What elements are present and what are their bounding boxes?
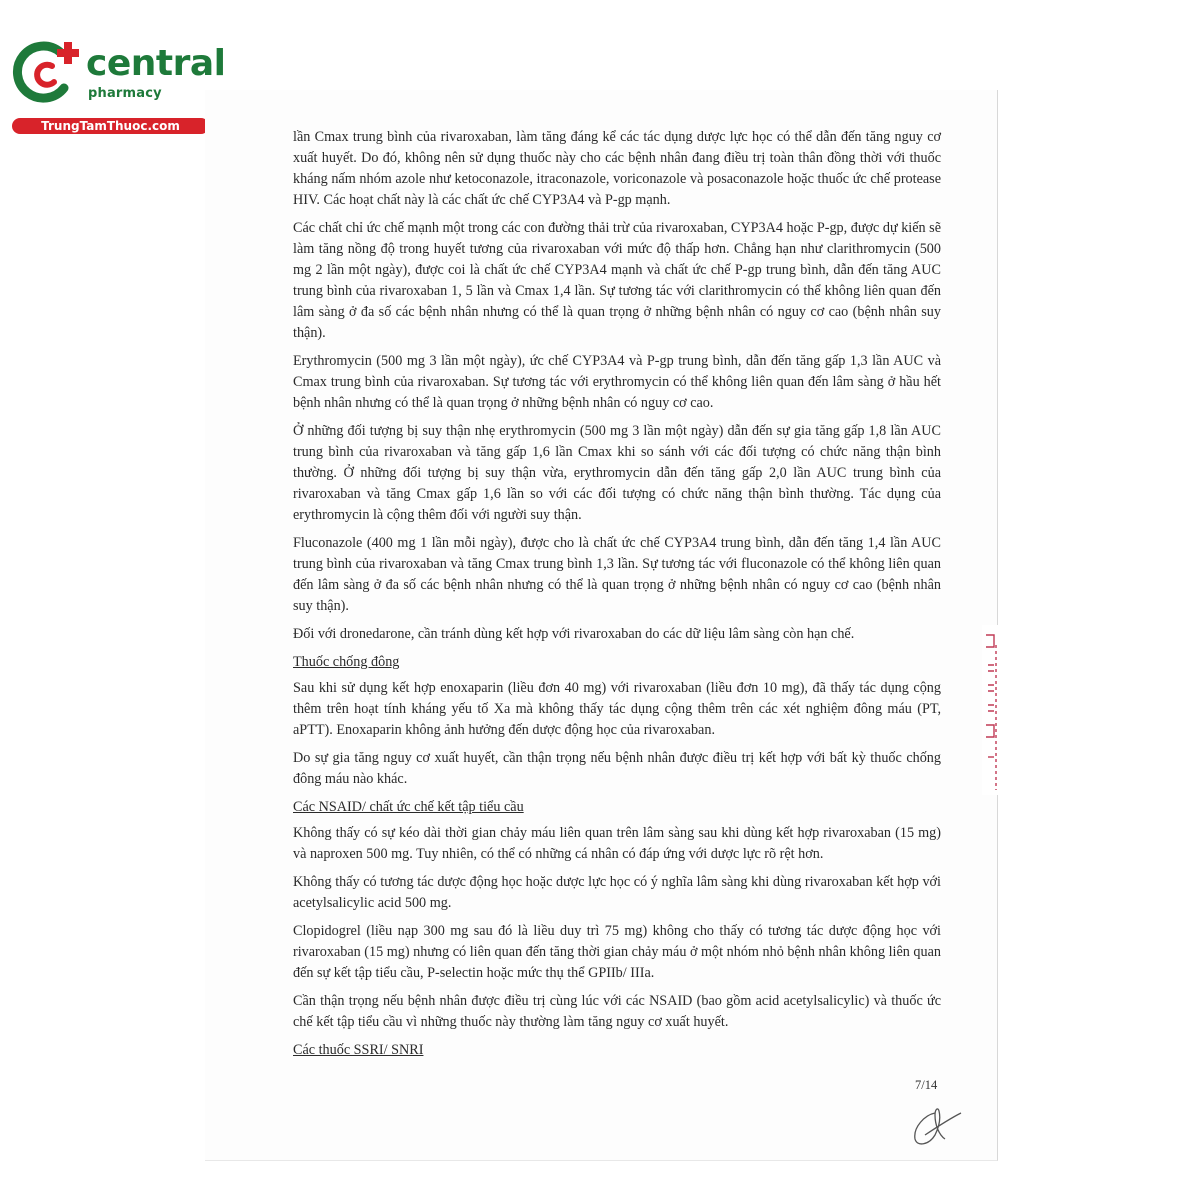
paragraph: Fluconazole (400 mg 1 lần mỗi ngày), được cho là chất ức chế CYP3A4 trung bình, dẫn đến tăng 1,4 lần AUC trung bình của rivaroxaban và tăng Cmax trung bình 1,3 lần. Sự tương tác với fluconazole có thể không liên quan đến lâm sàng ở đa số các bệnh nhân nhưng có thể là quan trọng ở những bệnh nhân có nguy cơ cao (bệnh nhân suy thận). [293,535,941,614]
section-heading-ssri: Các thuốc SSRI/ SNRI [293,1042,424,1058]
stamp-fragment-icon [982,625,998,795]
signature-mark-icon [905,1105,965,1150]
section-heading-anticoagulant: Thuốc chống đông [293,654,400,670]
paragraph: Sau khi sử dụng kết hợp enoxaparin (liều đơn 40 mg) với rivaroxaban (liều đơn 10 mg), đã thấy tác dụng cộng thêm trên hoạt tính kháng yếu tố Xa mà không thấy tác dụng cộng thêm trên các xét nghiệm đông máu (PT, aPTT). Enoxaparin không ảnh hưởng đến dược động học của rivaroxaban. [293,680,941,738]
brand-subtitle: pharmacy [88,86,162,101]
paragraph: Clopidogrel (liều nạp 300 mg sau đó là liều duy trì 75 mg) không cho thấy có tương tác dược động học với rivaroxaban (15 mg) nhưng có liên quan đến tăng thời gian chảy máu ở một nhóm nhỏ bệnh nhân không liên quan đến sự kết tập tiểu cầu, P-selectin hoặc mức thụ thể GPIIb/ IIIa. [293,923,941,981]
paragraph: Đối với dronedarone, cần tránh dùng kết hợp với rivaroxaban do các dữ liệu lâm sàng còn hạn chế. [293,626,855,642]
paragraph: Không thấy có tương tác dược động học hoặc dược lực học có ý nghĩa lâm sàng khi dùng rivaroxaban kết hợp với acetylsalicylic acid 500 mg. [293,874,941,911]
paragraph: lần Cmax trung bình của rivaroxaban, làm tăng đáng kể các tác dụng dược lực học có thể dẫn đến tăng nguy cơ xuất huyết. Do đó, không nên sử dụng thuốc này cho các bệnh nhân đang điều trị toàn thân đồng thời với thuốc kháng nấm nhóm azole như ketoconazole, itraconazole, voriconazole và posaconazole hoặc thuốc ức chế protease HIV. Các hoạt chất này là các chất ức chế CYP3A4 và P-gp mạnh. [293,129,941,208]
paragraph: Ở những đối tượng bị suy thận nhẹ erythromycin (500 mg 3 lần một ngày) dẫn đến sự gia tăng gấp 1,8 lần AUC trung bình của rivaroxaban và tăng gấp 1,6 lần Cmax khi so sánh với các đối tượng có chức năng thận bình thường. Ở những đối tượng bị suy thận vừa, erythromycin dẫn đến tăng gấp 2,0 lần AUC trung bình của rivaroxaban và tăng Cmax gấp 1,6 lần so với các đối tượng có chức năng thận bình thường. Tác dụng của erythromycin là cộng thêm đối với người suy thận. [293,423,941,523]
paragraph: Các chất chỉ ức chế mạnh một trong các con đường thải trừ của rivaroxaban, CYP3A4 hoặc P-gp, được dự kiến sẽ làm tăng nồng độ trong huyết tương của rivaroxaban với mức độ thấp hơn. Chẳng hạn như clarithromycin (500 mg 2 lần một ngày), được coi là chất ức chế CYP3A4 mạnh và chất ức chế P-gp trung bình, dẫn đến tăng AUC trung bình của rivaroxaban 1, 5 lần và Cmax 1,4 lần. Sự tương tác với clarithromycin có thể không liên quan đến lâm sàng ở đa số các bệnh nhân nhưng có thể là quan trọng ở những bệnh nhân có nguy cơ cao (bệnh nhân suy thận). [293,220,941,341]
page-number: 7/14 [915,1078,938,1092]
brand-url[interactable]: TrungTamThuoc.com [12,118,209,134]
paragraph: Cần thận trọng nếu bệnh nhân được điều trị cùng lúc với các NSAID (bao gồm acid acetylsalicylic) và thuốc ức chế kết tập tiểu cầu vì những thuốc này thường làm tăng nguy cơ xuất huyết. [293,993,941,1030]
document-body [293,127,941,1066]
brand-name: central [86,43,226,84]
paragraph: Erythromycin (500 mg 3 lần một ngày), ức chế CYP3A4 và P-gp trung bình, dẫn đến tăng gấp 1,3 lần AUC và Cmax trung bình của rivaroxaban. Sự tương tác với erythromycin có thể không liên quan đến lâm sàng ở hầu hết bệnh nhân nhưng có thể là quan trọng ở những bệnh nhân có nguy cơ cao. [293,353,941,411]
paragraph: Không thấy có sự kéo dài thời gian chảy máu liên quan trên lâm sàng sau khi dùng kết hợp rivaroxaban (15 mg) và naproxen 500 mg. Tuy nhiên, có thể có những cá nhân có đáp ứng với dược lực rõ rệt hơn. [293,825,941,862]
brand-logo [12,38,226,138]
section-heading-nsaid: Các NSAID/ chất ức chế kết tập tiểu cầu [293,799,524,815]
pharmacy-cross-icon [12,38,86,108]
paragraph: Do sự gia tăng nguy cơ xuất huyết, cần thận trọng nếu bệnh nhân được điều trị kết hợp với bất kỳ thuốc chống đông máu nào khác. [293,750,941,787]
